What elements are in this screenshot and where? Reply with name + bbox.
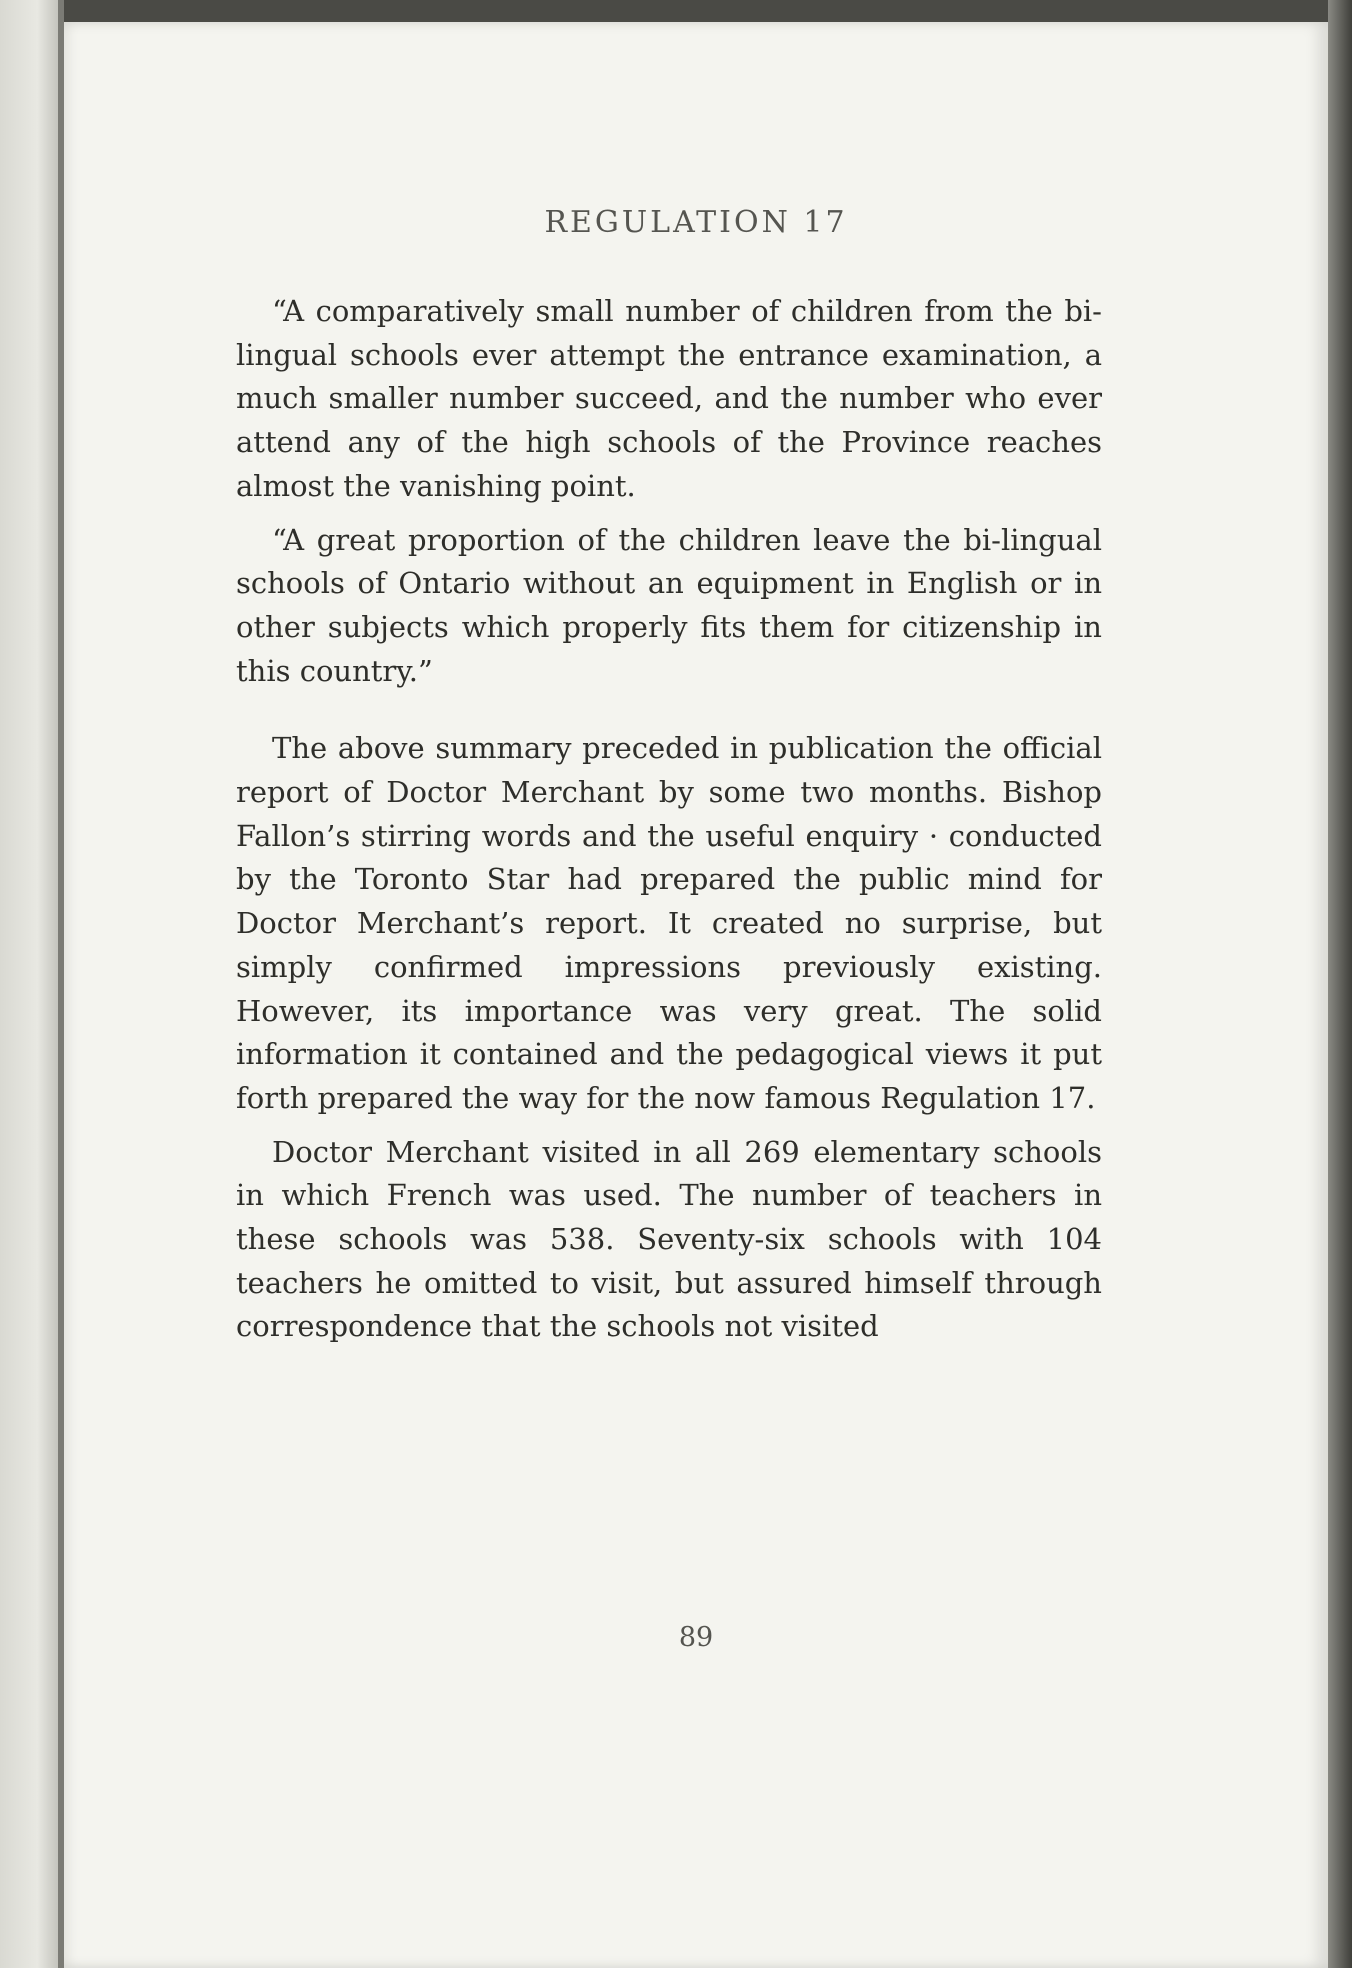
paragraph-quote-1: “A comparatively small number of children from the bi-lingual schools ever attempt the entrance examination, a much smaller number succeed, and the number who ever attend any of the high schools of the Province reaches almost the vanishing point. [236, 294, 1102, 503]
left-page-edge [0, 0, 62, 1968]
right-page-edge [1328, 0, 1352, 1968]
paragraph-quote-2: “A great proportion of the children leave the bi-lingual schools of Ontario without an equipment in English or in other subjects which properly fits them for citizenship in this country.” [236, 522, 1102, 688]
book-page [64, 22, 1328, 1968]
page-number: 89 [678, 1622, 714, 1653]
paragraph-merchant-visits: Doctor Merchant visited in all 269 elementary schools in which French was used. The number of teachers in these schools was 538. Seventy-six schools with 104 teachers he omitted to visit, but assured himself through correspondence that the schools not visited [236, 1134, 1102, 1344]
running-head: REGULATION 17 [544, 205, 848, 240]
paragraph-summary: The above summary preceded in publication the official report of Doctor Merchant by some two months. Bishop Fallon’s stirring words and the useful enquiry · conducted by the Toronto Star had prepared the public mind for Doctor Merchant’s report. It created no surprise, but simply confirmed impressions previously existing. However, its importance was very great. The solid information it contained and the pedagogical views it put forth prepared the way for the now famous Regulation 17. [236, 731, 1102, 1115]
page-body [236, 290, 1102, 1349]
